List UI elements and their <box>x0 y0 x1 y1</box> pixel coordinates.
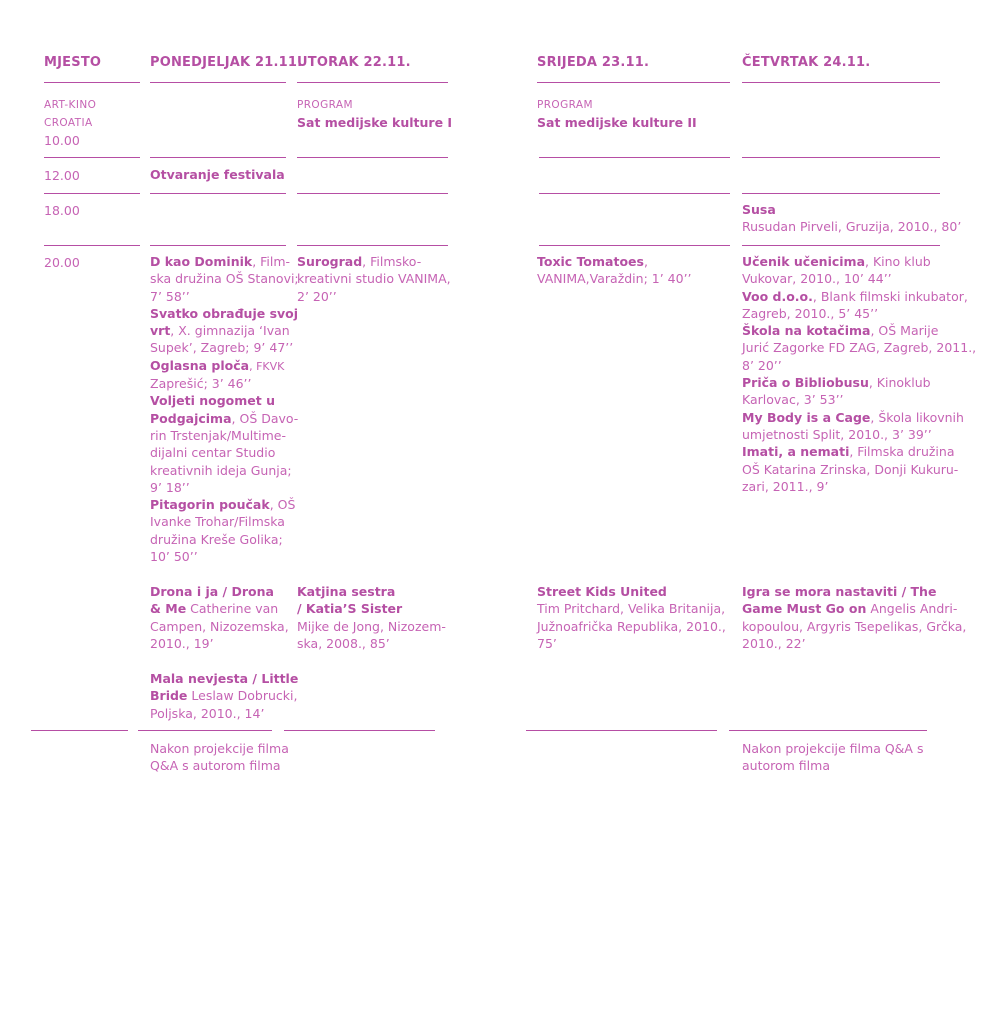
ponedjeljak-opening: Otvaranje festivala <box>150 167 285 182</box>
utorak-2000-film: Surograd, Filmsko- kreativni studio VANIMA, 2’ 20’’ <box>297 254 451 304</box>
rule <box>539 193 730 194</box>
column-header-ponedjeljak: PONEDJELJAK 21.11. <box>150 55 303 70</box>
rule <box>31 730 128 731</box>
time-1200: 12.00 <box>44 168 80 183</box>
list-item: Učenik učenicima, Kino klub Vukovar, 2010., 10’ 44’’ <box>742 254 931 287</box>
list-item: Voo d.o.o., Blank filmski inkubator, Zagreb, 2010., 5’ 45’’ <box>742 288 968 321</box>
rule <box>150 82 286 83</box>
time-2000: 20.00 <box>44 255 80 270</box>
ponedjeljak-qa-note: Nakon projekcije filma Q&A s autorom filma <box>150 741 289 774</box>
srijeda-feature: Street Kids United Tim Pritchard, Velika Britanija, Južnoafrička Republika, 2010., 75’ <box>537 584 726 651</box>
column-header-utorak: UTORAK 22.11. <box>297 55 411 70</box>
rule <box>297 193 448 194</box>
rule <box>729 730 927 731</box>
rule <box>44 157 140 158</box>
venue-line-1: ART-KINO <box>44 99 97 111</box>
rule <box>284 730 435 731</box>
list-item: Pitagorin poučak, OŠ Ivanke Trohar/Filmska družina Kreše Golika; 10’ 50’’ <box>150 497 296 565</box>
rule <box>539 157 730 158</box>
list-item: Škola na kotačima, OŠ Marije Jurić Zagorke FD ZAG, Zagreb, 2011., 8’ 20’’ <box>742 323 977 373</box>
rule <box>742 193 940 194</box>
ponedjeljak-feature-2: Mala nevjesta / Little Bride Leslaw Dobrucki, Poljska, 2010., 14’ <box>150 671 299 721</box>
cetvrtak-2000-list <box>742 253 976 495</box>
list-item: Voljeti nogomet u Podgajcima, OŠ Davo- rin Trstenjak/Multime- dijalni centar Studio kreativnih ideja Gunja; 9’ 18’’ <box>150 393 299 495</box>
venue-line-2: CROATIA <box>44 117 93 129</box>
list-item: Oglasna ploča, FKVK Zaprešić; 3’ 46’’ <box>150 357 285 392</box>
list-item: Priča o Bibliobusu, Kinoklub Karlovac, 3’ 53’’ <box>742 375 931 408</box>
rule <box>526 730 717 731</box>
rule <box>150 157 286 158</box>
column-header-cetvrtak: ČETVRTAK 24.11. <box>742 55 871 70</box>
rule <box>44 193 140 194</box>
utorak-program-label: PROGRAM <box>297 99 353 111</box>
ponedjeljak-feature-1: Drona i ja / Drona & Me Catherine van Campen, Nizozemska, 2010., 19’ <box>150 584 289 651</box>
list-item: Svatko obrađuje svoj vrt, X. gimnazija ‘Ivan Supek’, Zagreb; 9’ 47’’ <box>150 305 299 356</box>
utorak-program-title: Sat medijske kulture I <box>297 115 453 130</box>
list-item: My Body is a Cage, Škola likovnih umjetnosti Split, 2010., 3’ 39’’ <box>742 409 964 442</box>
ponedjeljak-2000-list <box>150 253 299 565</box>
cetvrtak-feature: Igra se mora nastaviti / The Game Must Go on Angelis Andri- kopoulou, Argyris Tsepelikas, Grčka, 2010., 22’ <box>742 584 967 651</box>
rule <box>297 245 448 246</box>
rule <box>150 193 286 194</box>
rule <box>150 245 286 246</box>
rule <box>297 82 448 83</box>
srijeda-program-title: Sat medijske kulture II <box>537 115 697 130</box>
time-1800: 18.00 <box>44 203 80 218</box>
rule <box>44 245 140 246</box>
srijeda-2000-film: Toxic Tomatoes, VANIMA,Varaždin; 1’ 40’’ <box>537 254 692 287</box>
rule <box>44 82 140 83</box>
list-item: Imati, a nemati, Filmska družina OŠ Katarina Zrinska, Donji Kukuru- zari, 2011., 9’ <box>742 444 959 494</box>
rule <box>742 245 940 246</box>
rule <box>537 82 730 83</box>
utorak-feature: Katjina sestra / Katia’S Sister Mijke de Jong, Nizozem- ska, 2008., 85’ <box>297 584 446 651</box>
cetvrtak-1800-film: Susa Rusudan Pirveli, Gruzija, 2010., 80’ <box>742 202 962 235</box>
column-header-srijeda: SRIJEDA 23.11. <box>537 55 650 70</box>
srijeda-program-label: PROGRAM <box>537 99 593 111</box>
cetvrtak-qa-note: Nakon projekcije filma Q&A s autorom filma <box>742 741 924 774</box>
column-header-mjesto: MJESTO <box>44 55 102 70</box>
list-item: D kao Dominik, Film- ska družina OŠ Stanovi; 7’ 58’’ <box>150 254 299 304</box>
rule <box>539 245 730 246</box>
rule <box>742 82 940 83</box>
rule <box>297 157 448 158</box>
rule <box>138 730 272 731</box>
rule <box>742 157 940 158</box>
time-1000: 10.00 <box>44 133 80 148</box>
